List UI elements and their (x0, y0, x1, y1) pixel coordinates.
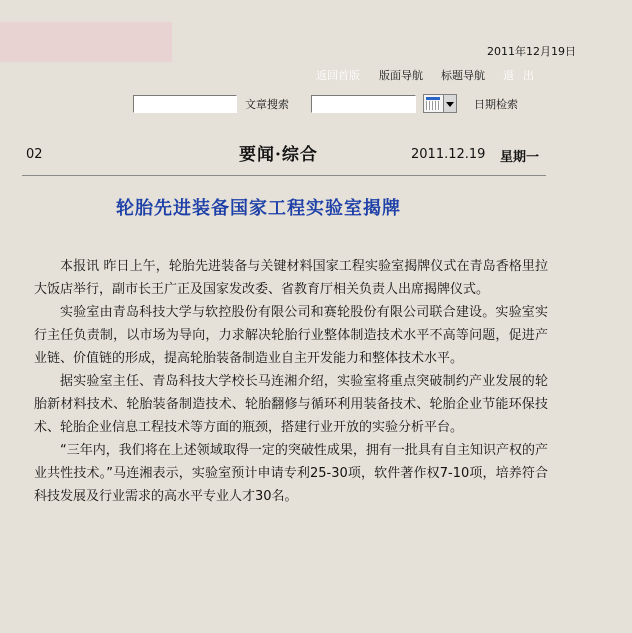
calendar-grid (426, 101, 440, 110)
calendar-header-bar (426, 97, 440, 100)
article-paragraph: 本报讯 昨日上午，轮胎先进装备与关键材料国家工程实验室揭牌仪式在青岛香格里拉大饭店举行，副市长王广正及国家发改委、省教育厅相关负责人出席揭牌仪式。 (34, 259, 548, 297)
section-title: 要闻·综合 (239, 145, 318, 165)
date-search-button[interactable]: 日期检索 (474, 98, 518, 111)
article-body (34, 255, 548, 508)
article-headline: 轮胎先进装备国家工程实验室揭牌 (116, 198, 401, 219)
exit-link[interactable]: 退出 (503, 69, 543, 82)
calendar-icon[interactable] (423, 94, 444, 113)
article-search-input[interactable] (133, 95, 237, 113)
article-search-button[interactable]: 文章搜索 (245, 98, 289, 111)
newspaper-logo-banner (0, 22, 172, 62)
issue-date: 2011.12.19 (411, 147, 486, 162)
issue-weekday: 星期一 (500, 150, 540, 165)
search-bar (0, 95, 632, 115)
article-paragraph: 据实验室主任、青岛科技大学校长马连湘介绍，实验室将重点突破制约产业发展的轮胎新材料技术、轮胎装备制造技术、轮胎翻修与循环利用装备技术、轮胎企业节能环保技术、轮胎企业信息工程技术等方面的瓶颈，搭建行业开放的实验分析平台。 (34, 374, 548, 435)
date-search-input[interactable] (311, 95, 416, 113)
title-navigation-link[interactable]: 标题导航 (441, 69, 485, 82)
page-number: 02 (26, 147, 43, 162)
current-date: 2011年12月19日 (487, 45, 576, 58)
header-divider (22, 175, 546, 176)
layout-navigation-link[interactable]: 版面导航 (379, 69, 423, 82)
article-paragraph: 实验室由青岛科技大学与软控股份有限公司和赛轮股份有限公司联合建设。实验室实行主任负责制，以市场为导向，力求解决轮胎行业整体制造技术水平不高等问题，促进产业链、价值链的形成，提高轮胎装备制造业自主开发能力和整体技术水平。 (34, 305, 548, 366)
calendar-dropdown-arrow-icon[interactable] (443, 94, 457, 113)
back-to-front-page-link[interactable]: 返回首版 (316, 69, 360, 82)
article-paragraph: “三年内，我们将在上述领域取得一定的突破性成果，拥有一批具有自主知识产权的产业共性技术。”马连湘表示，实验室预计申请专利25-30项，软件著作权7-10项，培养符合科技发展及行业需求的高水平专业人才30名。 (34, 443, 548, 504)
